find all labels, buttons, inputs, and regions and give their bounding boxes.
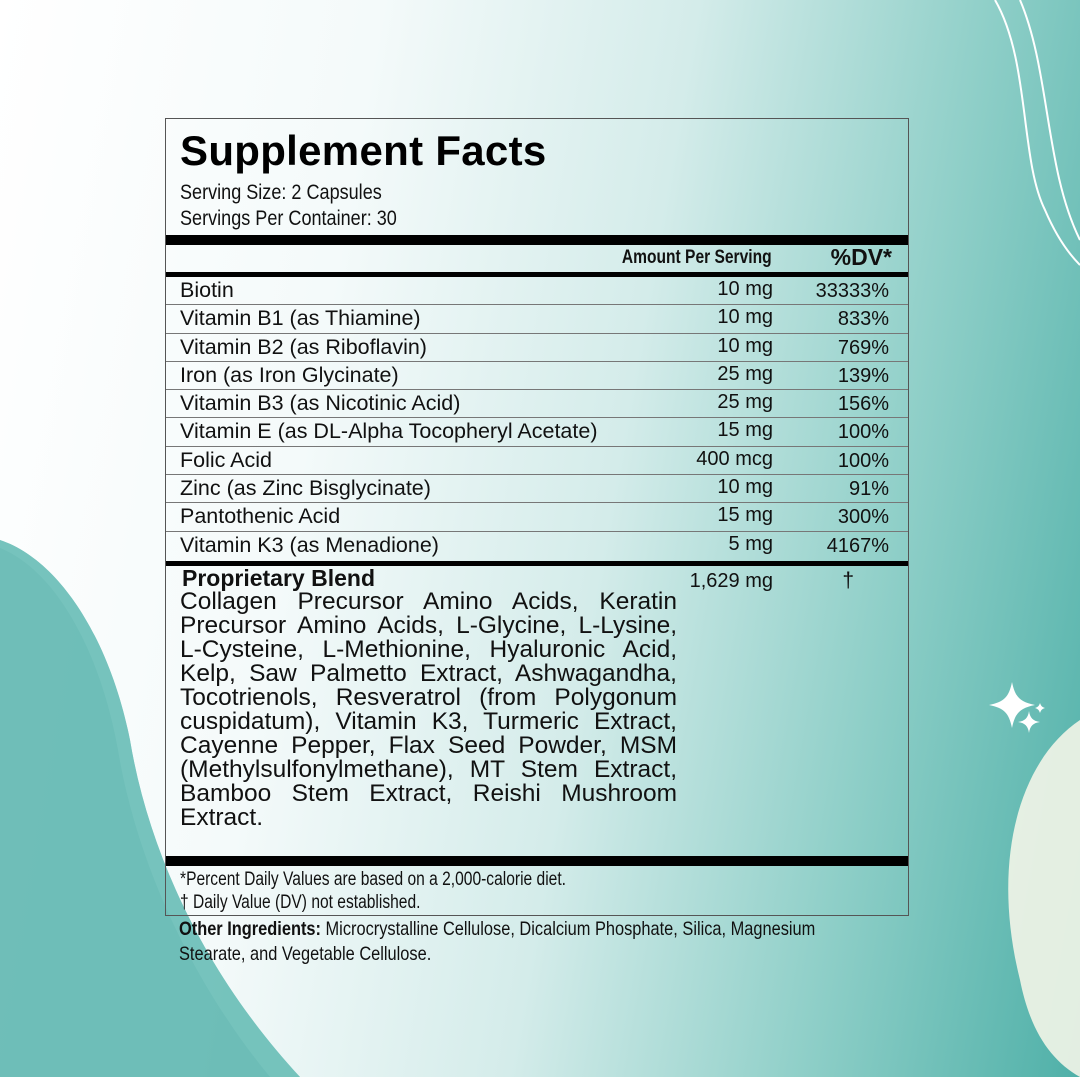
nutrient-dv: 156% [837, 393, 889, 416]
nutrient-name: Biotin [180, 278, 234, 302]
nutrient-name: Zinc (as Zinc Bisglycinate) [180, 476, 431, 501]
nutrient-amount: 5 mg [728, 532, 773, 555]
nutrient-amount: 10 mg [717, 306, 773, 329]
nutrient-dv: 100% [837, 449, 889, 472]
nutrient-row [166, 447, 908, 475]
nutrient-amount: 10 mg [717, 476, 773, 499]
header-amount-per-serving: Amount Per Serving [622, 247, 772, 268]
proprietary-blend-title: Proprietary Blend [182, 565, 375, 591]
nutrient-name: Vitamin B2 (as Riboflavin) [180, 334, 427, 359]
nutrient-name: Vitamin B3 (as Nicotinic Acid) [180, 391, 461, 416]
nutrient-row [166, 362, 908, 390]
nutrient-name: Vitamin B1 (as Thiamine) [180, 306, 421, 331]
nutrient-row [166, 503, 908, 531]
nutrient-row [166, 475, 908, 503]
nutrient-dv: 769% [837, 336, 889, 359]
nutrient-name: Vitamin E (as DL-Alpha Tocopheryl Acetate) [180, 419, 598, 444]
nutrient-dv: 300% [837, 506, 889, 529]
supplement-facts-panel [165, 118, 909, 916]
nutrient-dv: 4167% [826, 534, 889, 557]
thick-divider-bottom [166, 856, 908, 866]
nutrient-amount: 10 mg [717, 278, 773, 300]
nutrient-row [166, 390, 908, 418]
serving-size: Serving Size: 2 Capsules [180, 181, 382, 204]
header-percent-dv: %DV* [830, 244, 892, 270]
nutrient-name: Folic Acid [180, 447, 273, 472]
nutrient-name: Iron (as Iron Glycinate) [180, 362, 399, 387]
nutrient-dv: 91% [848, 478, 889, 501]
nutrient-row [166, 418, 908, 446]
nutrient-dv: 833% [837, 308, 889, 331]
nutrient-amount: 15 mg [717, 419, 773, 442]
curve-line-2 [1020, 0, 1080, 240]
proprietary-blend-ingredients: Collagen Precursor Amino Acids, Keratin Precursor Amino Acids, L-Glycine, L-Lysine, L-Cysteine, L-Methionine, Hyaluronic Acid, Kelp, Saw Palmetto Extract, Ashwagandha, Tocotrienols, Resveratrol (from Polygonum cuspidatum), Vitamin K3, Turmeric Extract, Cayenne Pepper, Flax Seed Powder, MSM (Methylsulfonylmethane), MT Stem Extract, Bamboo Stem Extract, Reishi Mushroom Extract. [180, 588, 677, 831]
nutrient-amount: 15 mg [717, 504, 773, 527]
other-ingredients-label: Other Ingredients: [179, 918, 321, 940]
nutrient-dv: 33333% [815, 280, 889, 302]
nutrient-amount: 25 mg [717, 391, 773, 414]
nutrient-amount: 400 mcg [696, 447, 773, 470]
nutrient-row [166, 532, 908, 560]
panel-title: Supplement Facts [180, 127, 547, 174]
footnote-daily-values: *Percent Daily Values are based on a 2,000-calorie diet. [180, 869, 566, 890]
sparkle-icon [989, 682, 1045, 733]
curve-line-1 [995, 0, 1080, 265]
proprietary-blend-amount: 1,629 mg [689, 570, 773, 592]
nutrient-amount: 10 mg [717, 334, 773, 357]
nutrient-row [166, 277, 908, 305]
nutrient-table [166, 277, 908, 560]
nutrient-name: Pantothenic Acid [180, 504, 341, 529]
proprietary-blend-dv: † [842, 569, 854, 592]
other-ingredients [179, 917, 826, 967]
other-ingredients-text: Microcrystalline Cellulose, Dicalcium Phosphate, Silica, Magnesium Stearate, and Vegetable Cellulose. [179, 918, 816, 965]
servings-per-container: Servings Per Container: 30 [180, 207, 397, 230]
nutrient-name: Vitamin K3 (as Menadione) [180, 532, 439, 557]
nutrient-row [166, 334, 908, 362]
nutrient-dv: 100% [837, 421, 889, 444]
nutrient-row [166, 305, 908, 333]
thick-divider-top [166, 235, 908, 245]
nutrient-amount: 25 mg [717, 362, 773, 385]
cream-wave-shape [1008, 720, 1080, 1077]
footnote-dagger: † Daily Value (DV) not established. [180, 892, 421, 913]
nutrient-dv: 139% [837, 364, 889, 387]
